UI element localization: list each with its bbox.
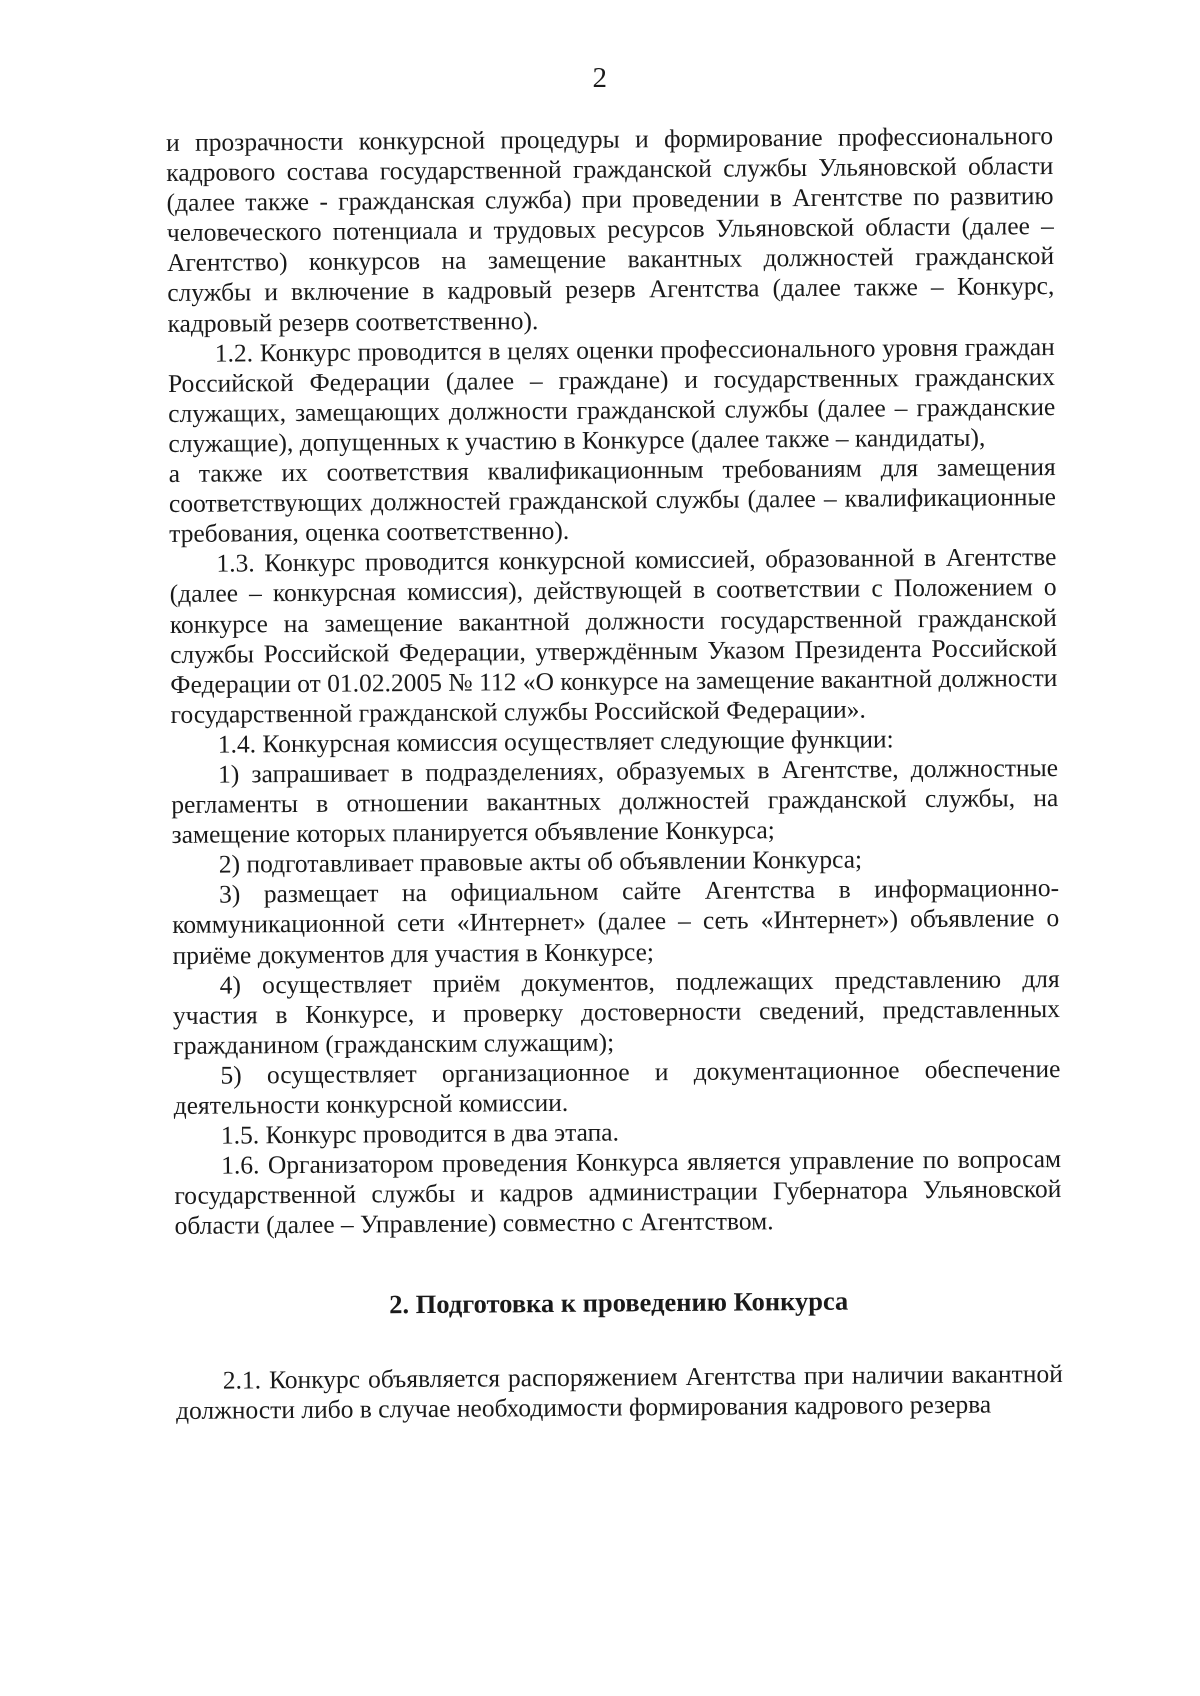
- paragraph-1-6: 1.6. Организатором проведения Конкурса является управление по вопросам государственной службы и кадров администрации Губернатора Ульяновской области (далее – Управление) совместно с Агентством.: [174, 1144, 1062, 1241]
- list-item-3: 3) размещает на официальном сайте Агентства в информационно-коммуникационной сети «Интернет» (далее – сеть «Интернет») объявление о приёме документов для участия в Конкурсе;: [172, 873, 1060, 970]
- list-item-4: 4) осуществляет приём документов, подлежащих представлению для участия в Конкурсе, и проверку достоверности сведений, представленных гражданином (гражданским служащим);: [172, 963, 1061, 1060]
- paragraph-1-4: 1.4. Конкурсная комиссия осуществляет следующие функции:: [217, 724, 894, 759]
- paragraph-1-2: 1.2. Конкурс проводится в целях оценки профессионального уровня граждан Российской Федерации (далее – граждане) и государственных гражданских служащих, замещающих должности гражданской службы (далее – гражданские служащие), допущенных к участию в Конкурсе (далее также – кандидаты),: [167, 331, 1056, 458]
- paragraph-1-2-continuation: а также их соответствия квалификационным требованиям для замещения соответствующих должностей гражданской службы (далее – квалификационные требования, оценка соответственно).: [168, 452, 1057, 549]
- list-item-1: 1) запрашивает в подразделениях, образуемых в Агентстве, должностные регламенты в отношении вакантных должностей гражданской службы, на замещение которых планируется объявление Конкурса;: [171, 752, 1059, 850]
- paragraph-1-1-continuation: и прозрачности конкурсной процедуры и формирование профессионального кадрового состава государственной гражданской службы Ульяновской области (далее также - гражданская служба) при проведении в Агентстве по развитию человеческого потенциала и трудовых ресурсов Ульяновской области (далее – Агентство) конкурсов на замещение вакантных должностей гражданской службы и включение в кадровый резерв Агентства (далее также – Конкурс, кадровый резерв соответственно).: [166, 121, 1055, 338]
- section-heading: 2. Подготовка к проведению Конкурса: [389, 1286, 849, 1320]
- document-body: [166, 121, 1063, 1426]
- list-item-5: 5) осуществляет организационное и документационное обеспечение деятельности конкурсной комиссии.: [173, 1053, 1061, 1120]
- paragraph-1-3: 1.3. Конкурс проводится конкурсной комиссией, образованной в Агентстве (далее – конкурсная комиссия), действующей в соответствии с Положением о конкурсе на замещение вакантной должности государственной гражданской службы Российской Федерации, утверждённым Указом Президента Российской Федерации от 01.02.2005 № 112 «О конкурсе на замещение вакантной должности государственной гражданской службы Российской Федерации».: [169, 542, 1058, 729]
- paragraph-2-1: 2.1. Конкурс объявляется распоряжением Агентства при наличии вакантной должности либо в случае необходимости формирования кадрового резерва: [175, 1358, 1063, 1425]
- page-number: 2: [592, 62, 608, 94]
- list-item-2: 2) подготавливает правовые акты об объявлении Конкурса;: [218, 844, 863, 879]
- paragraph-1-5: 1.5. Конкурс проводится в два этапа.: [220, 1117, 620, 1150]
